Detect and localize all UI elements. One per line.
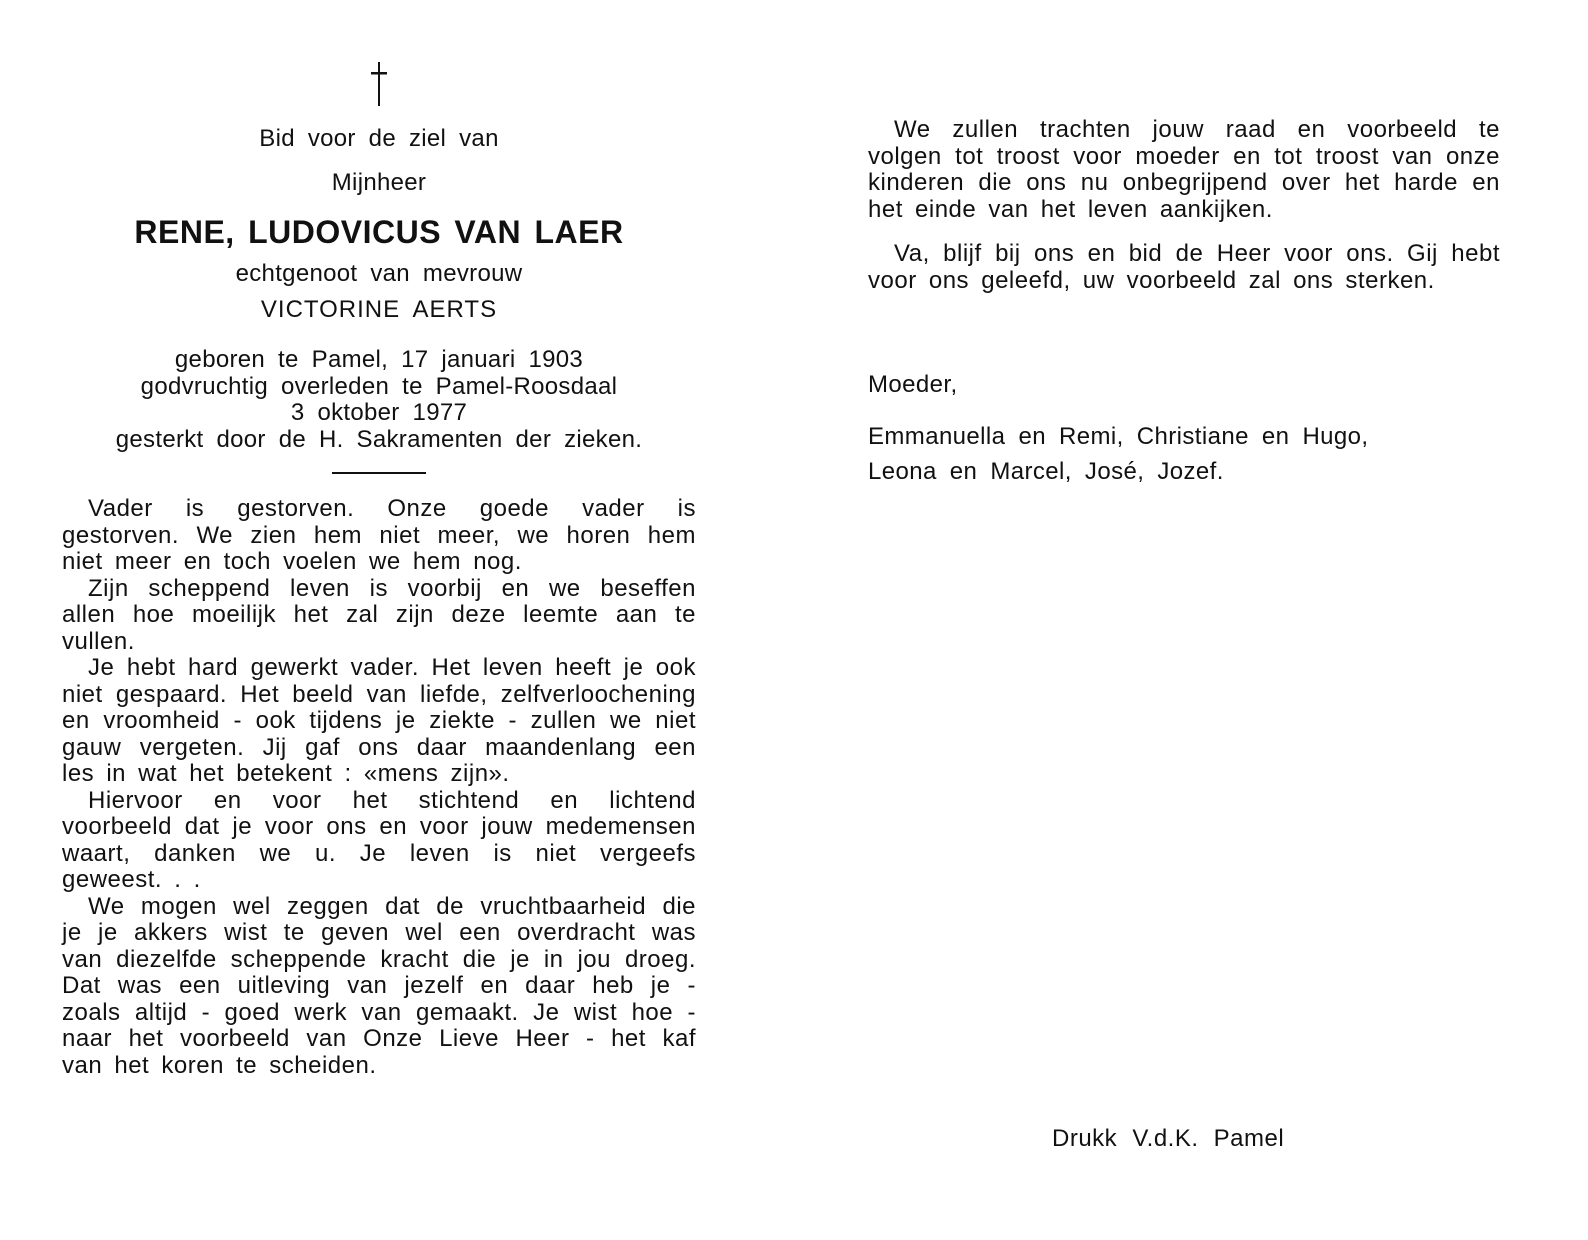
left-panel (62, 60, 696, 1079)
signature-children (868, 419, 1500, 489)
spouse-label: echtgenoot van mevrouw (235, 260, 523, 287)
death-line: godvruchtig overleden te Pamel-Roosdaal (140, 372, 618, 400)
cross-icon (369, 60, 389, 108)
prayer-line: Bid voor de ziel van (259, 125, 499, 152)
printer-credit: Drukk V.d.K. Pamel (1052, 1125, 1285, 1152)
signature-mother: Moeder, (868, 371, 958, 398)
sacraments-line: gesterkt door de H. Sakramenten der zieken. (115, 425, 643, 453)
right-body (868, 117, 1500, 294)
paragraph: We zullen trachten jouw raad en voorbeeld te volgen tot troost voor moeder en tot troost van onze kinderen die ons nu onbegrijpend over het harde en het einde van het leven aankijken. (868, 116, 1500, 223)
birth-line: geboren te Pamel, 17 januari 1903 (174, 346, 584, 373)
children-line: Emmanuella en Remi, Christiane en Hugo, (868, 423, 1369, 450)
honorific: Mijnheer (331, 169, 427, 196)
life-dates (62, 347, 696, 453)
paragraph: Vader is gestorven. Onze goede vader is gestorven. We zien hem niet meer, we horen hem niet meer en toch voelen we hem nog. (62, 495, 696, 575)
children-line: Leona en Marcel, José, Jozef. (868, 458, 1224, 485)
death-date: 3 oktober 1977 (290, 399, 468, 426)
right-panel (868, 117, 1500, 489)
divider (332, 472, 426, 474)
paragraph: Hiervoor en voor het stichtend en lichtend voorbeeld dat je voor ons en voor jouw medemensen waart, danken we u. Je leven is niet vergeefs geweest. . . (62, 786, 696, 893)
left-body (62, 496, 696, 1079)
spouse-name: VICTORINE AERTS (260, 296, 498, 323)
deceased-name: RENE, LUDOVICUS VAN LAER (134, 214, 624, 250)
paragraph: Zijn scheppend leven is voorbij en we beseffen allen hoe moeilijk het zal zijn deze leemte aan te vullen. (62, 574, 696, 655)
paragraph: Va, blijf bij ons en bid de Heer voor ons. Gij hebt voor ons geleefd, uw voorbeeld zal ons sterken. (868, 240, 1500, 294)
paragraph: Je hebt hard gewerkt vader. Het leven heeft je ook niet gespaard. Het beeld van liefde, zelfverloochening en vroomheid - ook tijdens je ziekte - zullen we niet gauw vergeten. Jij gaf ons daar maandenlang een les in wat het betekent : «mens zijn». (62, 654, 696, 787)
paragraph: We mogen wel zeggen dat de vruchtbaarheid die je je akkers wist te geven wel een overdracht was van diezelfde scheppende kracht die je in jou droeg. Dat was een uitleving van jezelf en daar heb je - zoals altijd - goed werk van gemaakt. Je wist hoe - naar het voorbeeld van Onze Lieve Heer - het kaf van het koren te scheiden. (62, 892, 696, 1079)
